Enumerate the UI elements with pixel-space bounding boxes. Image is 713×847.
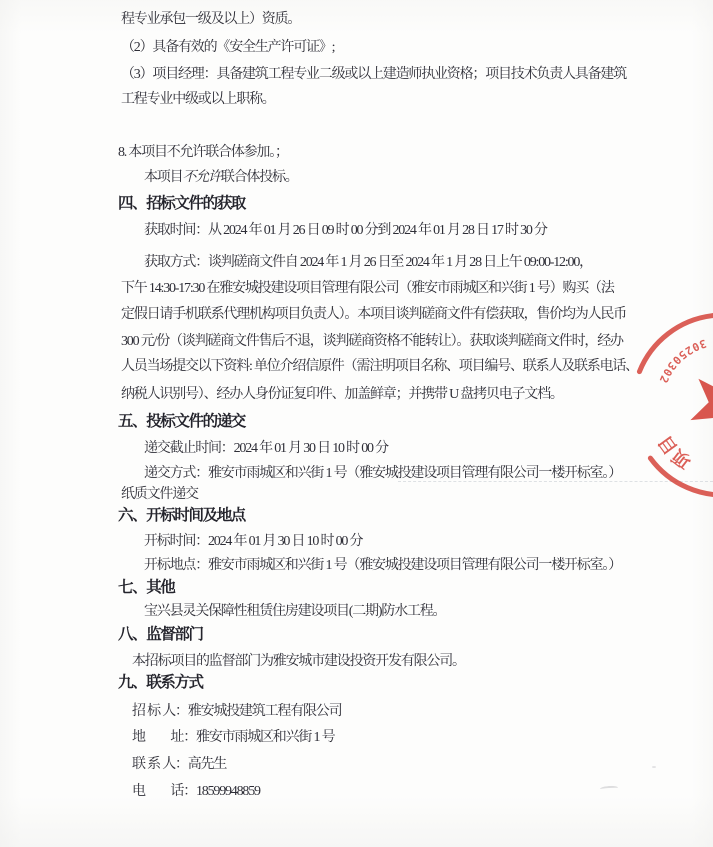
section9-heading: 九、联系方式: [118, 674, 203, 691]
item8-note: [144, 168, 298, 188]
section4-heading: 四、招标文件的获取: [118, 195, 245, 212]
qualification-item2: （2）具备有效的《安全生产许可证》;: [121, 40, 335, 55]
section6-place: 开标地点：雅安市雨城区和兴街 1 号（雅安城投建设项目管理有限公司一楼开标室。）: [144, 558, 621, 573]
scan-speck: [600, 785, 618, 791]
seal-ring: [623, 305, 713, 506]
section4-method-line2: 下午 14:30-17:30 在雅安城投建设项目管理有限公司（雅安市雨城区和兴街 1 号）购买（法: [121, 281, 614, 296]
contact-phone: 电 话：18599948859: [132, 784, 260, 799]
item8-line: 8. 本项目不允许联合体参加。；: [118, 145, 288, 160]
section4-method-line4: 300 元/份（谈判磋商文件售后不退，谈判磋商资格不能转让）。获取谈判磋商文件时，经办: [121, 334, 623, 349]
section6-heading: 六、开标时间及地点: [118, 507, 245, 524]
section7-heading: 七、其他: [118, 579, 175, 596]
section5-paper: 纸质文件递交: [121, 487, 198, 502]
item8-note-suffix: 联合体投标。: [220, 170, 298, 185]
section4-method-line3: 定假日请手机联系代理机构项目负责人）。本项目谈判磋商文件有偿获取，售价均为人民币: [121, 307, 626, 322]
section4-method-line6: 纳税人识别号）、经办人身份证复印件、加盖鲜章；并携带 U 盘拷贝电子文档。: [121, 387, 563, 402]
section8-heading: 八、监督部门: [118, 626, 203, 643]
section5-deadline: 递交截止时间：2024 年 01 月 30 日 10 时 00 分: [144, 441, 388, 456]
contact-person: 联 系 人：高先生: [132, 757, 227, 772]
item8-note-italic: 不允许: [182, 170, 221, 185]
section5-heading: 五、投标文件的递交: [118, 413, 245, 430]
qualification-item3-line1: （3）项目经理：具备建筑工程专业二级或以上建造师执业资格；项目技术负责人具备建筑: [121, 67, 626, 82]
qualification-item3-line2: 工程专业中级或以上职称。: [121, 92, 275, 107]
section5-method: 递交方式：雅安市雨城区和兴街 1 号（雅安城投建设项目管理有限公司一楼开标室。）: [144, 466, 621, 481]
seal-serial-number: 30250302: [656, 336, 708, 387]
contact-bidder: 招 标 人：雅安城投建筑工程有限公司: [132, 704, 342, 719]
scan-speck: [652, 766, 656, 768]
item8-note-prefix: 本项目: [144, 170, 183, 185]
section4-method-line1: 获取方式：谈判磋商文件自 2024 年 1 月 26 日至 2024 年 1 月 28 日上午 09:00-12:00，: [144, 255, 592, 270]
scan-artifact-line: [398, 481, 713, 482]
section7-body: 宝兴县灵关保障性租赁住房建设项目(二期)防水工程。: [144, 604, 446, 619]
contact-address: 地 址：雅安市雨城区和兴街 1 号: [132, 730, 335, 745]
seal-partial-text: 项目: [654, 431, 695, 473]
qualification-continuation: 程专业承包一级及以上）资质。: [121, 12, 301, 27]
section6-time: 开标时间：2024 年 01 月 30 日 10 时 00 分: [144, 534, 363, 549]
seal-star-icon: [686, 372, 713, 445]
section4-time: 获取时间：从 2024 年 01 月 26 日 09 时 00 分到 2024 年 01 月 28 日 17 时 30 分: [144, 223, 547, 238]
section8-body: 本招标项目的监督部门为雅安城市建设投资开发有限公司。: [132, 654, 465, 669]
svg-text:项目: [653, 429, 696, 476]
svg-text:30250302: [651, 336, 712, 387]
section4-method-line5: 人员当场提交以下资料: 单位介绍信原件（需注明项目名称、项目编号、联系人及联系电话、: [121, 359, 638, 374]
